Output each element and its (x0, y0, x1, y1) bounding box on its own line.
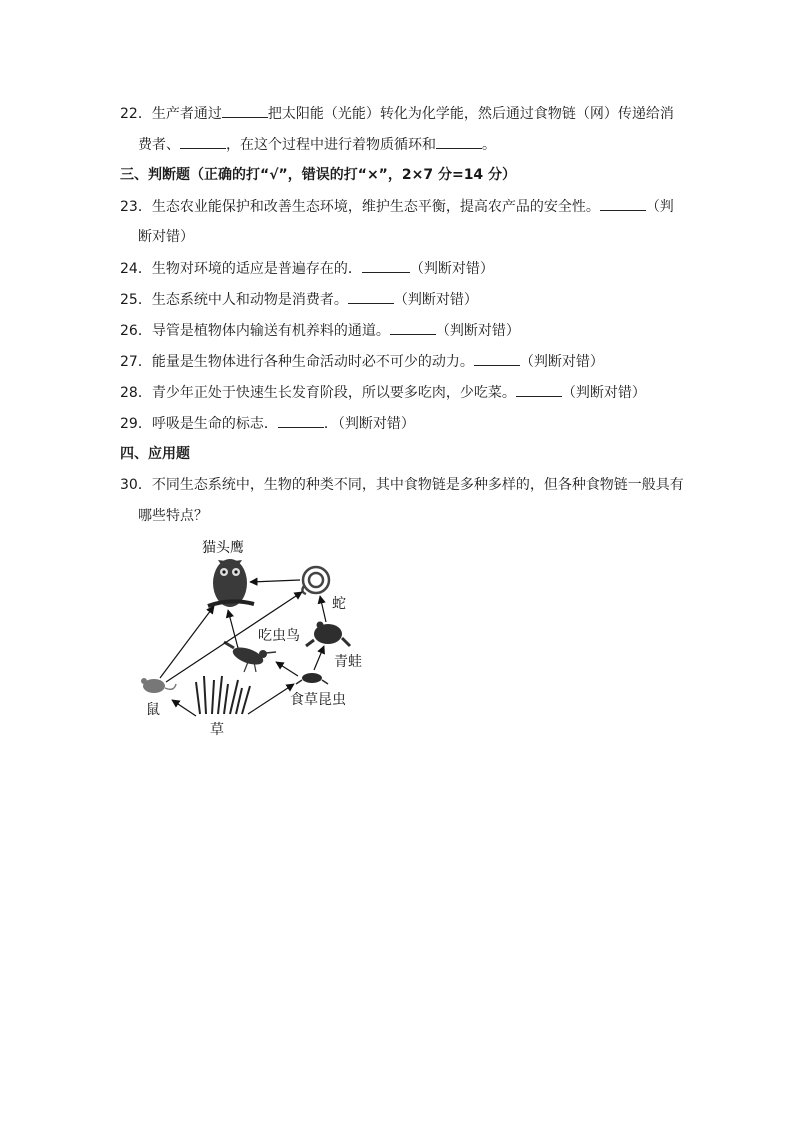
arrow-bird-to-owl (228, 610, 238, 648)
question-29 (120, 413, 415, 434)
q23-tail: （判 (645, 199, 674, 215)
q29-suffix: （判断对错） (337, 416, 415, 432)
question-25 (120, 289, 478, 310)
q28-text: 28．青少年正处于快速生长发育阶段，所以要多吃肉，少吃菜。 (120, 385, 516, 401)
arrow-grass-to-insect (248, 684, 294, 714)
label-insect: 食草昆虫 (290, 692, 346, 708)
q24-text: 24．生物对环境的适应是普遍存在的． (120, 261, 362, 277)
q28-blank[interactable] (516, 382, 562, 397)
q22-text-b: 把太阳能（光能）转化为化学能，然后通过食物链（网）传递给消 (267, 106, 674, 122)
section-4-heading: 四、应用题 (120, 446, 190, 462)
label-owl: 猫头鹰 (202, 540, 244, 556)
q25-suffix: （判断对错） (393, 292, 478, 308)
question-22-line-2 (138, 134, 496, 155)
q23-blank[interactable] (600, 196, 646, 211)
owl-picture (208, 559, 254, 607)
arrow-insect-to-frog (314, 646, 324, 670)
q22-text-e: 。 (482, 137, 496, 153)
q29-text: 29．呼吸是生命的标志． (120, 416, 278, 432)
question-23-line-1 (120, 196, 674, 217)
q24-blank[interactable] (362, 258, 410, 273)
label-snake: 蛇 (332, 596, 346, 612)
label-grass: 草 (210, 722, 224, 738)
q22-text-a: 22．生产者通过 (120, 106, 222, 122)
q27-blank[interactable] (474, 351, 520, 366)
bird-picture (224, 642, 276, 672)
arrow-grass-to-mouse (172, 700, 196, 716)
question-26 (120, 320, 520, 341)
q24-suffix: （判断对错） (409, 261, 494, 277)
q26-text: 26．导管是植物体内输送有机养料的通道。 (120, 323, 390, 339)
q29-blank[interactable] (278, 413, 324, 428)
q26-suffix: （判断对错） (435, 323, 520, 339)
q22-blank-1[interactable] (222, 103, 268, 118)
label-mouse: 鼠 (146, 702, 160, 718)
snake-picture (302, 567, 329, 594)
q25-text: 25．生态系统中人和动物是消费者。 (120, 292, 348, 308)
q25-blank[interactable] (348, 289, 394, 304)
q29-dot: ． (323, 416, 338, 432)
question-27 (120, 351, 604, 372)
arrow-snake-to-owl (250, 580, 300, 582)
q27-text: 27．能量是生物体进行各种生命活动时必不可少的动力。 (120, 354, 474, 370)
label-bird: 吃虫鸟 (258, 628, 300, 644)
question-30-line-1: 30．不同生态系统中，生物的种类不同，其中食物链是多种多样的，但各种食物链一般具有 (120, 477, 684, 493)
question-30-line-2: 哪些特点？ (138, 508, 208, 524)
food-web-diagram (130, 530, 370, 740)
arrow-frog-to-snake (320, 596, 326, 622)
q22-text-d: ，在这个过程中进行着物质循环和 (226, 137, 436, 153)
label-frog: 青蛙 (334, 654, 362, 670)
arrow-mouse-to-owl (160, 606, 214, 678)
arrow-insect-to-bird (276, 662, 298, 676)
mouse-picture (141, 678, 176, 693)
question-24 (120, 258, 494, 279)
q26-blank[interactable] (390, 320, 436, 335)
question-28 (120, 382, 646, 403)
question-22-line-1 (120, 103, 674, 124)
question-23-line-2: 断对错） (138, 229, 194, 245)
q22-blank-2[interactable] (180, 134, 226, 149)
frog-picture (306, 622, 350, 647)
q28-suffix: （判断对错） (561, 385, 646, 401)
q22-text-c: 费者、 (138, 137, 180, 153)
q23-text: 23．生态农业能保护和改善生态环境，维护生态平衡，提高农产品的安全性。 (120, 199, 600, 215)
insect-picture (296, 673, 328, 684)
q27-suffix: （判断对错） (519, 354, 604, 370)
q22-blank-3[interactable] (436, 134, 482, 149)
section-3-heading: 三、判断题（正确的打“√”，错误的打“×”，2×7 分=14 分） (120, 167, 517, 183)
grass-picture (196, 676, 250, 714)
